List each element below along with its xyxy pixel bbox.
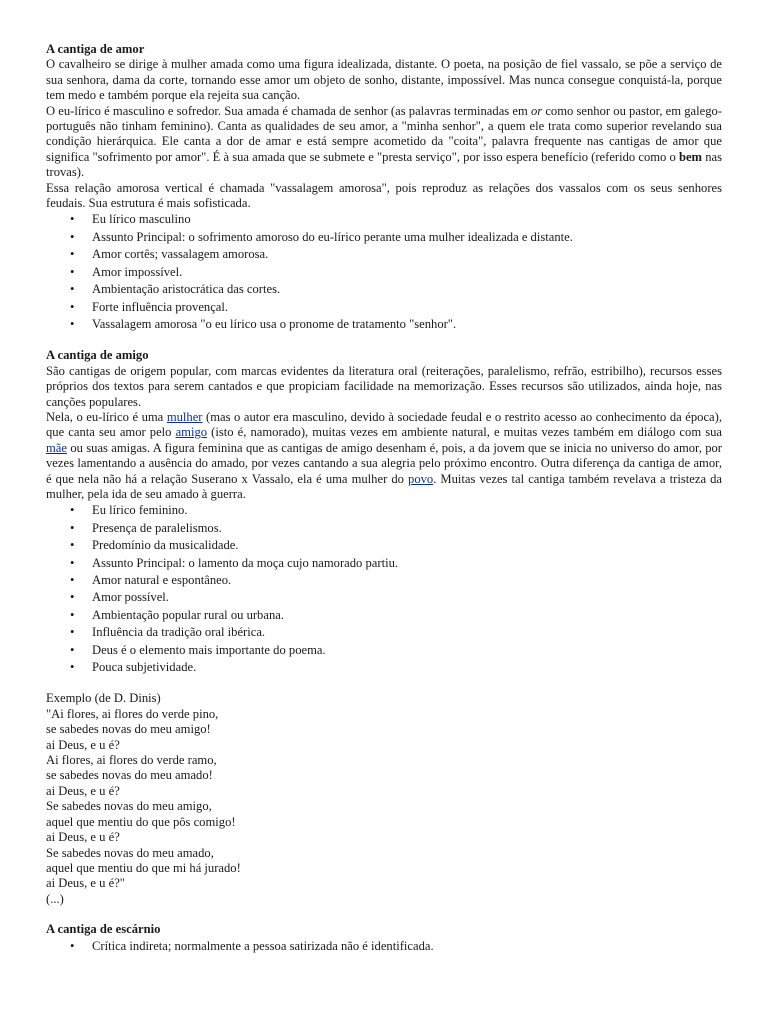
poem-line: ai Deus, e u é? — [46, 830, 120, 845]
list-item: • Crítica indireta; normalmente a pessoa satirizada não é identificada. — [92, 938, 722, 955]
link-povo[interactable]: povo — [408, 471, 434, 486]
poem-example — [46, 691, 722, 907]
poem-line: Se sabedes novas do meu amado, — [46, 845, 214, 860]
list-item: • Assunto Principal: o lamento da moça cujo namorado partiu. — [92, 555, 722, 572]
list-item: • Forte influência provençal. — [92, 299, 722, 316]
list-item: • Amor natural e espontâneo. — [92, 572, 722, 589]
paragraph: São cantigas de origem popular, com marcas evidentes da literatura oral (reiterações, paralelismo, refrão, estribilho), recursos esses próprios dos textos para serem cantados e que propiciam facilidade na memorização. Esses recursos são utilizados, ainda hoje, nas canções populares. — [46, 363, 722, 409]
poem-heading: Exemplo (de D. Dinis) — [46, 691, 161, 706]
paragraph: O eu-lírico é masculino e sofredor. Sua amada é chamada de senhor (as palavras terminadas em or como senhor ou pastor, em galego-português não tinham feminino). Canta as qualidades de seu amor, a "minha senhor", a quem ele trata como superior revelando sua condição hierárquica. Ele canta a dor de amar e está sempre acometido da "coita", palavra frequente nas cantigas de amor que significa "sofrimento por amor". É à sua amada que se submete e "presta serviço", por isso espera benefício (referido como o bem nas trovas). — [46, 103, 722, 180]
list-item: • Pouca subjetividade. — [92, 659, 722, 676]
bullet-list — [46, 211, 722, 333]
list-item: • Ambientação popular rural ou urbana. — [92, 607, 722, 624]
list-item: • Ambientação aristocrática das cortes. — [92, 281, 722, 298]
list-item: • Influência da tradição oral ibérica. — [92, 624, 722, 641]
poem-line: aquel que mentiu do que mi há jurado! — [46, 860, 241, 875]
link-mulher[interactable]: mulher — [166, 409, 203, 424]
link-amigo[interactable]: amigo — [175, 425, 208, 440]
paragraph: O cavalheiro se dirige à mulher amada como uma figura idealizada, distante. O poeta, na posição de fiel vassalo, se põe a serviço de sua senhora, dama da corte, tornando esse amor um objeto de sonho, distante, impossível. Mas nunca consegue conquistá-la, porque tem medo e também porque ela rejeita sua canção. — [46, 57, 722, 103]
section-cantiga-de-amigo — [46, 348, 722, 676]
list-item: • Amor cortês; vassalagem amorosa. — [92, 246, 722, 263]
section-title: A cantiga de amigo — [46, 348, 149, 363]
link-mae[interactable]: mãe — [46, 440, 67, 455]
list-item: • Amor possível. — [92, 589, 722, 606]
paragraph: Essa relação amorosa vertical é chamada "vassalagem amorosa", pois reproduz as relações dos vassalos com os seus senhores feudais. Sua estrutura é mais sofisticada. — [46, 180, 722, 211]
list-item: • Vassalagem amorosa "o eu lírico usa o pronome de tratamento "senhor". — [92, 316, 722, 333]
bullet-list — [46, 938, 722, 955]
section-title: A cantiga de escárnio — [46, 922, 161, 937]
bullet-list — [46, 502, 722, 676]
list-item: • Eu lírico masculino — [92, 211, 722, 228]
poem-line: ai Deus, e u é?" — [46, 876, 125, 891]
section-title: A cantiga de amor — [46, 42, 145, 56]
poem-line: ai Deus, e u é? — [46, 783, 120, 798]
poem-line: aquel que mentiu do que pôs comigo! — [46, 814, 236, 829]
poem-line: (...) — [46, 891, 64, 906]
poem-line: se sabedes novas do meu amigo! — [46, 722, 211, 737]
list-item: • Presença de paralelismos. — [92, 520, 722, 537]
list-item: • Eu lírico feminino. — [92, 502, 722, 519]
poem-line: Ai flores, ai flores do verde ramo, — [46, 753, 217, 768]
list-item: • Amor impossível. — [92, 264, 722, 281]
poem-line: se sabedes novas do meu amado! — [46, 768, 213, 783]
poem-line: Se sabedes novas do meu amigo, — [46, 799, 212, 814]
list-item: • Deus é o elemento mais importante do poema. — [92, 642, 722, 659]
poem-line: "Ai flores, ai flores do verde pino, — [46, 706, 219, 721]
section-cantiga-de-amor — [46, 42, 722, 333]
paragraph: Nela, o eu-lírico é uma mulher (mas o autor era masculino, devido à sociedade feudal e o restrito acesso ao conhecimento da época), que canta seu amor pelo amigo (isto é, namorado), muitas vezes em ambiente natural, e muitas vezes também em diálogo com sua mãe ou suas amigas. A figura feminina que as cantigas de amigo desenham é, pois, a da jovem que se inicia no universo do amor, por vezes lamentando a ausência do amado, por vezes cantando a sua alegria pelo próximo encontro. Outra diferença da cantiga de amor, é que nela não há a relação Suserano x Vassalo, ela é uma mulher do povo. Muitas vezes tal cantiga também revelava a tristeza da mulher, pela ida de seu amado à guerra. — [46, 409, 723, 501]
section-cantiga-de-escarnio — [46, 922, 722, 955]
list-item: • Predomínio da musicalidade. — [92, 537, 722, 554]
list-item: • Assunto Principal: o sofrimento amoroso do eu-lírico perante uma mulher idealizada e distante. — [92, 229, 722, 246]
poem-line: ai Deus, e u é? — [46, 737, 120, 752]
